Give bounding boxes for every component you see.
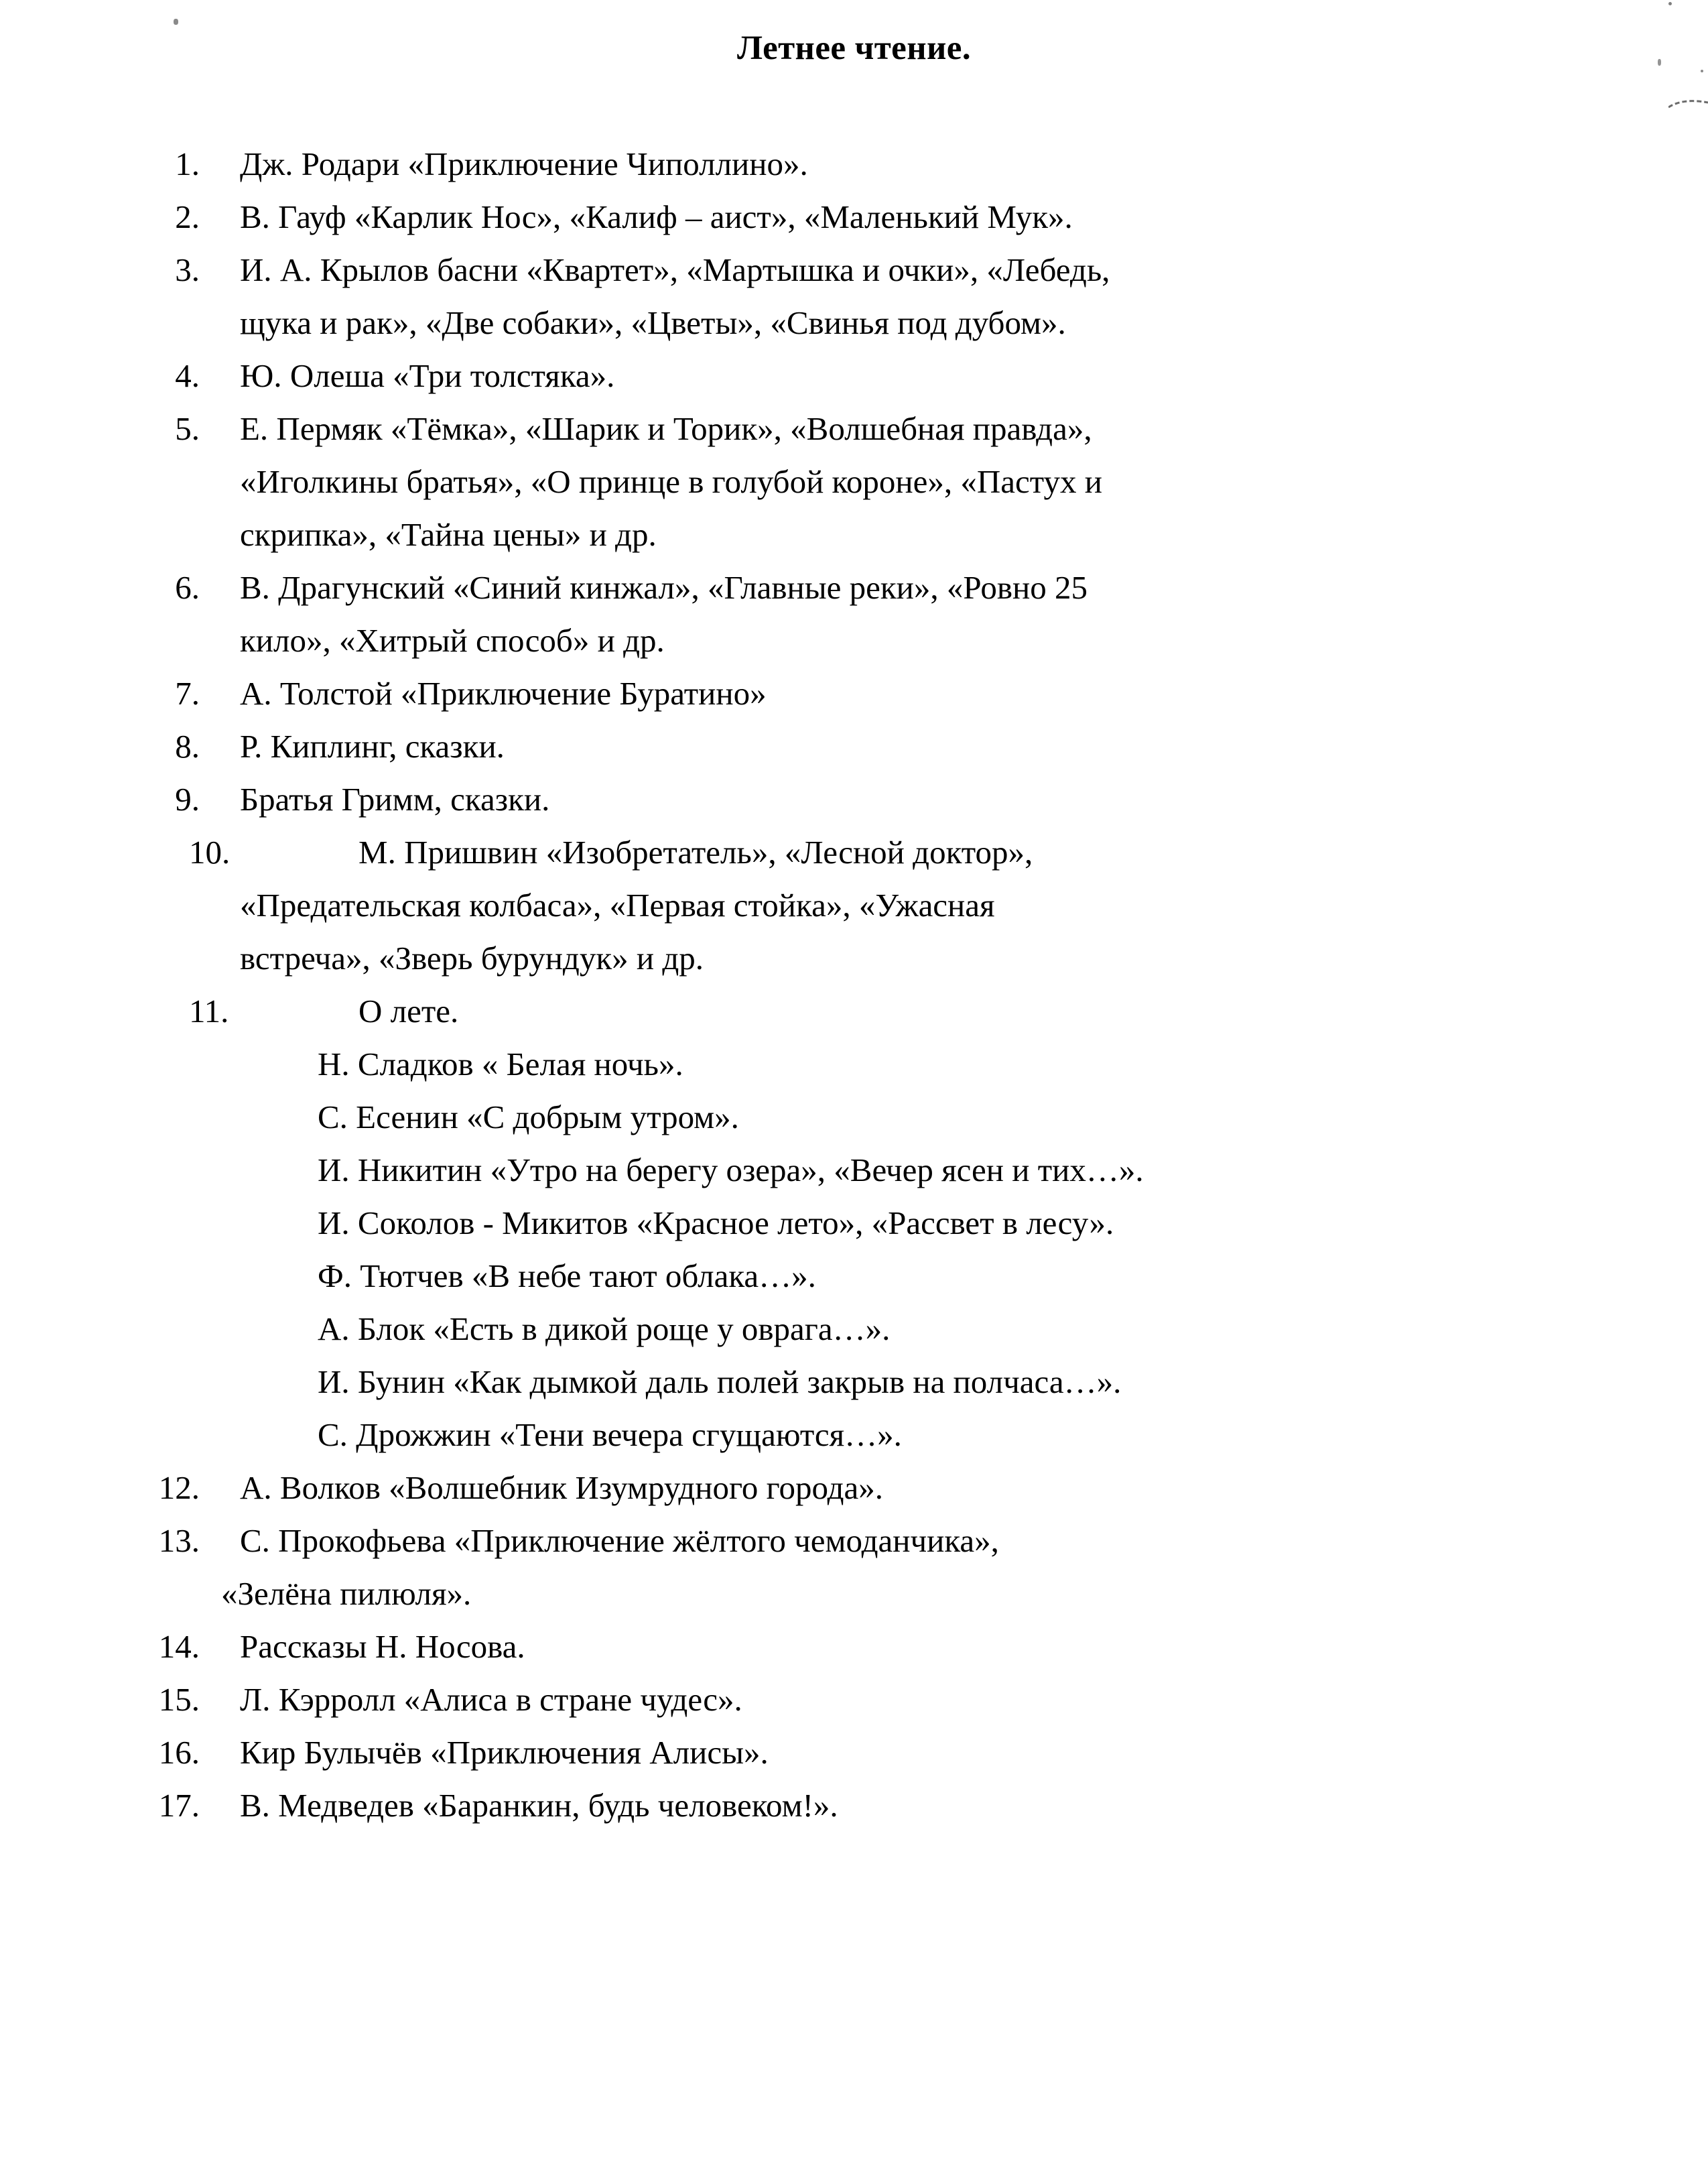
list-item-number: 1. <box>175 145 200 182</box>
list-item <box>0 1514 1708 1620</box>
list-item-continuation-line: «Зелёна пилюля». <box>221 1575 472 1612</box>
list-item-first-line <box>0 402 1708 455</box>
list-item-first-line <box>0 190 1708 243</box>
list-item-first-line <box>0 1620 1708 1673</box>
list-item <box>0 720 1708 773</box>
list-item-text: В. Гауф «Карлик Нос», «Калиф – аист», «Маленький Мук». <box>240 198 1073 235</box>
sub-list-item: С. Есенин «С добрым утром». <box>318 1099 739 1135</box>
list-item-first-line <box>0 985 1708 1038</box>
list-item <box>0 243 1708 349</box>
list-item-first-line <box>0 667 1708 720</box>
list-item-text: Р. Киплинг, сказки. <box>240 728 505 765</box>
list-item-first-line <box>0 137 1708 190</box>
scan-speck-artifact <box>1668 2 1672 5</box>
list-item-number: 15. <box>158 1681 200 1718</box>
list-item-first-line <box>0 773 1708 826</box>
list-item <box>0 985 1708 1461</box>
list-item-first-line <box>0 349 1708 402</box>
list-item-number: 3. <box>175 251 200 288</box>
list-item-number: 16. <box>158 1734 200 1771</box>
list-item-continuation-line: «Иголкины братья», «О принце в голубой короне», «Пастух и <box>240 463 1102 500</box>
list-item-number: 8. <box>175 728 200 765</box>
sub-list-item: И. Бунин «Как дымкой даль полей закрыв на полчаса…». <box>318 1363 1122 1400</box>
list-item <box>0 1779 1708 1832</box>
list-item-number: 13. <box>158 1522 200 1559</box>
sub-list-item: И. Соколов - Микитов «Красное лето», «Рассвет в лесу». <box>318 1204 1114 1241</box>
list-item-text: А. Толстой «Приключение Буратино» <box>240 675 767 712</box>
list-item <box>0 402 1708 561</box>
list-item-text: А. Волков «Волшебник Изумрудного города». <box>240 1469 883 1506</box>
sub-list-item: А. Блок «Есть в дикой роще у оврага…». <box>318 1310 891 1347</box>
list-item-continuation-line: щука и рак», «Две собаки», «Цветы», «Свинья под дубом». <box>240 304 1066 341</box>
sub-list-item: С. Дрожжин «Тени вечера сгущаются…». <box>318 1416 902 1453</box>
list-item-number: 10. <box>189 834 231 871</box>
list-item-number: 11. <box>189 993 229 1030</box>
list-item-number: 17. <box>158 1787 200 1824</box>
list-item-text: Кир Булычёв «Приключения Алисы». <box>240 1734 769 1771</box>
list-item-text: С. Прокофьева «Приключение жёлтого чемоданчика», <box>240 1522 999 1559</box>
list-item-text: Е. Пермяк «Тёмка», «Шарик и Торик», «Волшебная правда», <box>240 410 1092 447</box>
scan-curve-artifact <box>1668 94 1708 109</box>
list-item <box>0 561 1708 667</box>
list-item-first-line <box>0 1726 1708 1779</box>
list-item <box>0 1726 1708 1779</box>
list-item-continuation-line: встреча», «Зверь бурундук» и др. <box>240 940 704 977</box>
list-item-first-line <box>0 826 1708 879</box>
list-item-continuation-line: кило», «Хитрый способ» и др. <box>240 622 665 659</box>
list-item <box>0 773 1708 826</box>
list-item <box>0 667 1708 720</box>
list-item-first-line <box>0 1673 1708 1726</box>
list-item-first-line <box>0 243 1708 296</box>
sub-list-item: И. Никитин «Утро на берегу озера», «Вечер ясен и тих…». <box>318 1151 1144 1188</box>
list-item-number: 5. <box>175 410 200 447</box>
list-item-number: 7. <box>175 675 200 712</box>
list-item-continuation-line: скрипка», «Тайна цены» и др. <box>240 516 657 553</box>
list-item <box>0 826 1708 985</box>
list-item-text: Ю. Олеша «Три толстяка». <box>240 357 615 394</box>
page-title: Летнее чтение. <box>737 29 971 67</box>
list-item-text: В. Медведев «Баранкин, будь человеком!». <box>240 1787 838 1824</box>
list-item-first-line <box>0 1779 1708 1832</box>
list-item-text: Дж. Родари «Приключение Чиполлино». <box>240 145 808 182</box>
list-item-number: 4. <box>175 357 200 394</box>
list-item-text: В. Драгунский «Синий кинжал», «Главные реки», «Ровно 25 <box>240 569 1088 606</box>
sub-list-item: Н. Сладков « Белая ночь». <box>318 1046 683 1082</box>
scan-speck-artifact <box>174 19 178 25</box>
list-item-first-line <box>0 1514 1708 1567</box>
list-item-number: 9. <box>175 781 200 818</box>
list-item <box>0 1620 1708 1673</box>
list-item <box>0 1673 1708 1726</box>
sub-list <box>0 1038 1708 1461</box>
list-item-continuation-line: «Предательская колбаса», «Первая стойка», «Ужасная <box>240 887 995 924</box>
list-item-first-line <box>0 720 1708 773</box>
list-item-text: Рассказы Н. Носова. <box>240 1628 525 1665</box>
list-item <box>0 349 1708 402</box>
list-item-first-line <box>0 1461 1708 1514</box>
list-item <box>0 190 1708 243</box>
list-item-text: Л. Кэрролл «Алиса в стране чудес». <box>240 1681 742 1718</box>
list-item <box>0 137 1708 190</box>
list-item <box>0 1461 1708 1514</box>
list-item-number: 14. <box>158 1628 200 1665</box>
reading-list <box>0 137 1708 1832</box>
scan-speck-artifact <box>1701 70 1703 72</box>
list-item-number: 12. <box>158 1469 200 1506</box>
list-item-text: М. Пришвин «Изобретатель», «Лесной доктор», <box>358 834 1033 871</box>
list-item-number: 6. <box>175 569 200 606</box>
list-item-text: О лете. <box>358 993 459 1030</box>
list-item-number: 2. <box>175 198 200 235</box>
list-item-first-line <box>0 561 1708 614</box>
list-item-text: Братья Гримм, сказки. <box>240 781 550 818</box>
sub-list-item: Ф. Тютчев «В небе тают облака…». <box>318 1257 816 1294</box>
list-item-text: И. А. Крылов басни «Квартет», «Мартышка и очки», «Лебедь, <box>240 251 1110 288</box>
